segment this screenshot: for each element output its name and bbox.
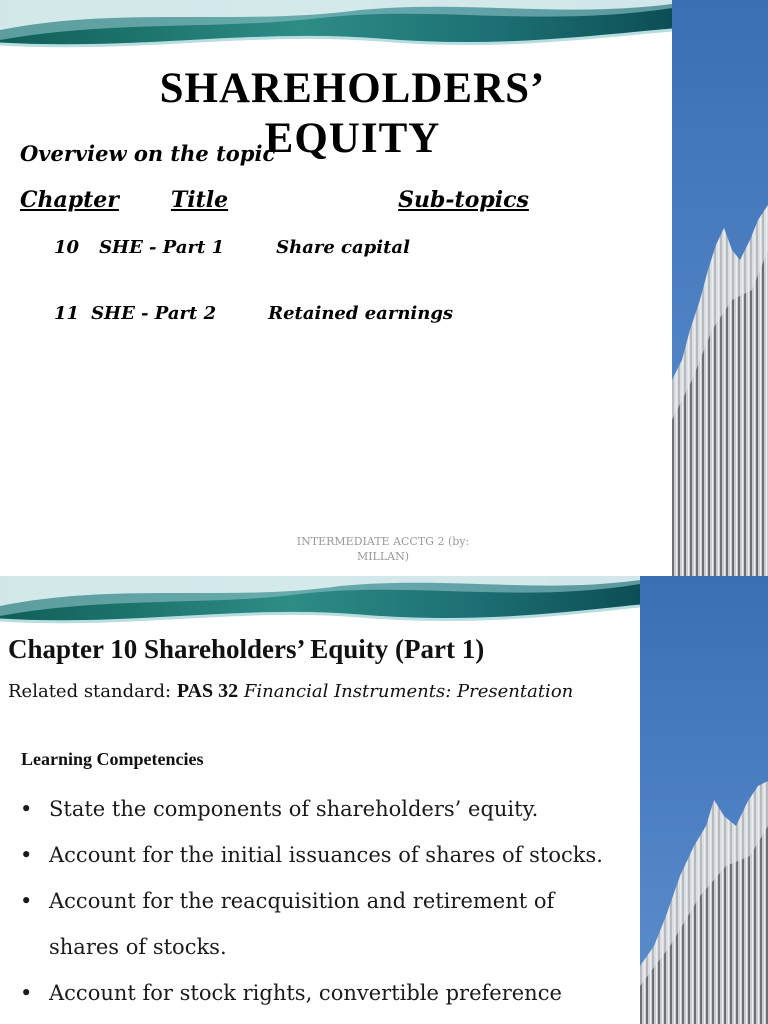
- slide-title: Chapter 10 Shareholders’ Equity (Part 1): [8, 634, 485, 664]
- list-item: • Account for the reacquisition and retirement of shares of stocks.: [20, 878, 609, 970]
- bullet-icon: •: [20, 843, 33, 867]
- list-item: • State the components of shareholders’ equity.: [20, 786, 640, 832]
- row-title: SHE - Part 1: [99, 237, 225, 258]
- overview-heading: Overview on the topic: [20, 141, 276, 166]
- title-line-2: EQUITY: [264, 115, 441, 162]
- bullet-icon: •: [20, 889, 33, 913]
- header-subtopics: Sub-topics: [398, 187, 529, 213]
- related-label: Related standard:: [8, 681, 172, 702]
- related-standard: [8, 680, 573, 703]
- building-photo: [672, 0, 768, 576]
- row-subtopic: Retained earnings: [268, 303, 454, 324]
- row-title: SHE - Part 2: [91, 303, 217, 324]
- list-item: • Account for stock rights, convertible preference: [20, 970, 640, 1016]
- header-title: Title: [170, 187, 229, 213]
- wave-banner: [0, 576, 640, 632]
- column-headers: [20, 187, 579, 213]
- list-item: • Account for the initial issuances of shares of stocks.: [20, 832, 640, 878]
- slide-footer: [283, 534, 483, 564]
- header-chapter: Chapter: [20, 187, 119, 213]
- table-row: [54, 303, 453, 324]
- wave-banner: [0, 0, 672, 56]
- standard-code: PAS 32: [176, 680, 239, 702]
- bullet-icon: •: [20, 797, 33, 821]
- competencies-heading: Learning Competencies: [21, 749, 204, 769]
- footer-line-1: INTERMEDIATE ACCTG 2 (by:: [296, 535, 470, 548]
- bullet-icon: •: [20, 981, 33, 1005]
- row-chapter: 10: [54, 237, 80, 258]
- title-line-1: SHAREHOLDERS’: [159, 65, 546, 112]
- competency-list: [20, 786, 640, 1016]
- row-subtopic: Share capital: [276, 237, 410, 258]
- row-chapter: 11: [54, 303, 80, 324]
- table-row: [54, 237, 410, 258]
- footer-line-2: MILLAN): [356, 550, 410, 563]
- standard-name: Financial Instruments: Presentation: [243, 681, 574, 702]
- slide-2: [0, 576, 768, 1024]
- building-photo: [640, 576, 768, 1024]
